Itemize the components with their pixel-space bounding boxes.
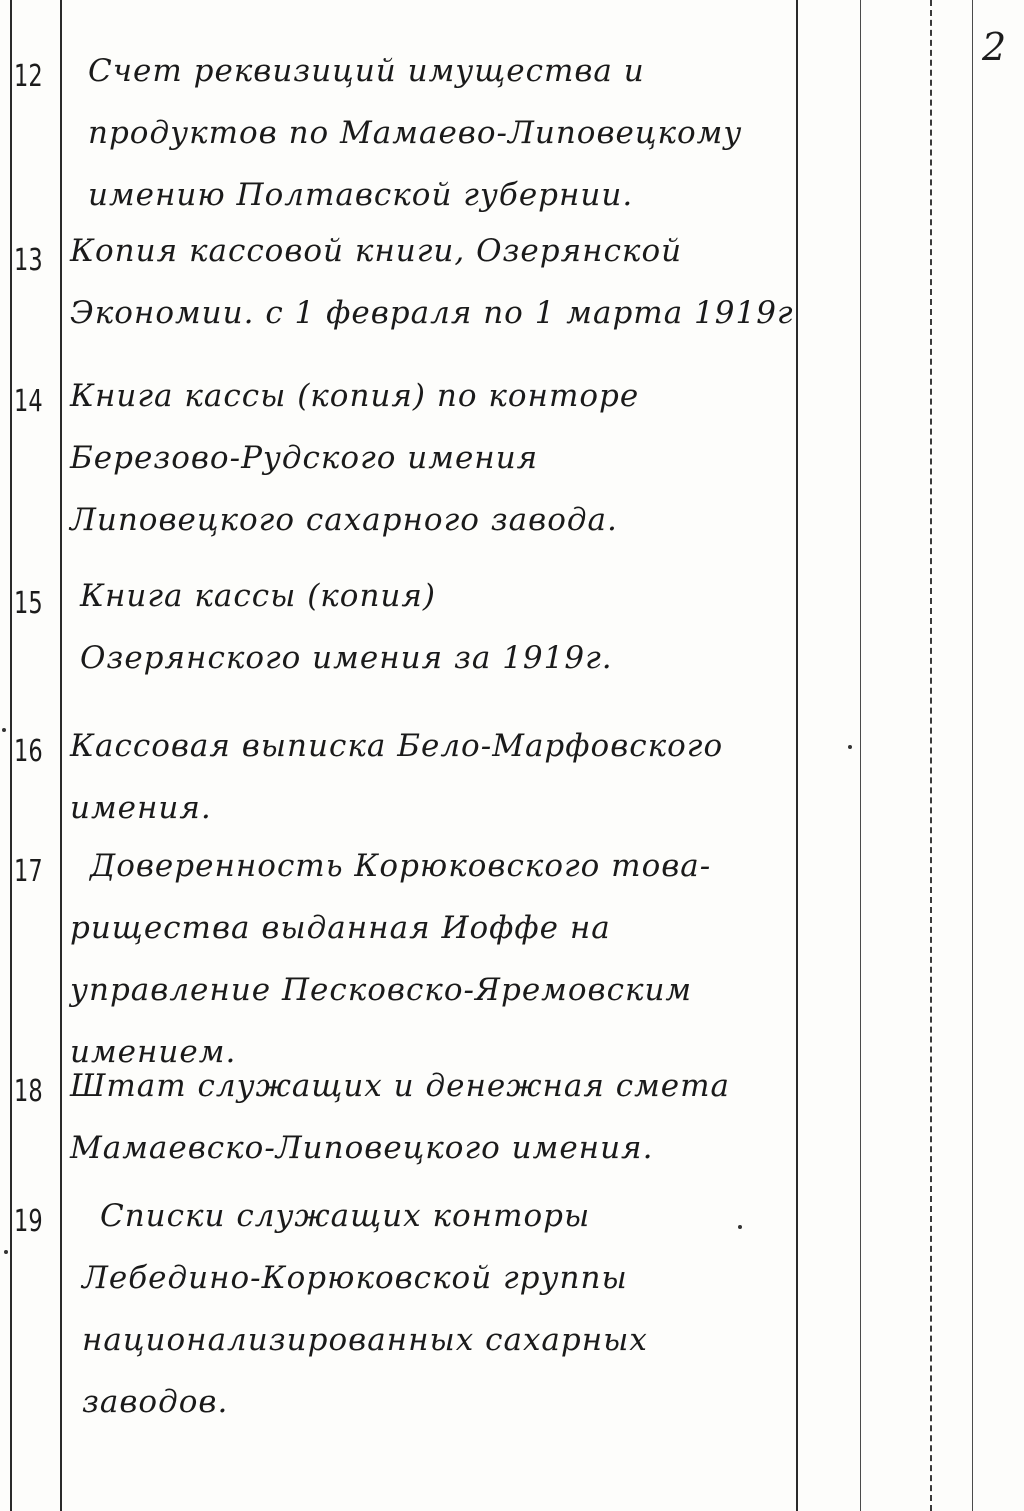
entry-description xyxy=(80,565,805,689)
entry-line: Лебедино-Корюковской группы xyxy=(82,1260,628,1296)
entry-number: 17 xyxy=(14,854,43,889)
entry-description xyxy=(70,220,795,344)
entry-line: Штат служащих и денежная смета xyxy=(70,1068,731,1104)
entry-line: имением. xyxy=(70,1034,237,1070)
entry-number: 18 xyxy=(14,1074,43,1109)
entry-line: рищества выданная Иоффе на xyxy=(70,910,611,946)
entry-line: Экономии. с 1 февраля по 1 марта 1919г xyxy=(70,295,794,331)
entry-number: 16 xyxy=(14,734,43,769)
entry-line: национализированных сахарных xyxy=(82,1322,648,1358)
number-column-rule xyxy=(60,0,62,1511)
entry-line: имения. xyxy=(70,790,212,826)
column-rule-3 xyxy=(972,0,973,1511)
entry-description xyxy=(70,1055,795,1179)
ink-speck xyxy=(2,728,6,732)
entry-description xyxy=(82,1185,807,1433)
entry-line: Счет реквизиций имущества и xyxy=(88,53,645,89)
entry-line: заводов. xyxy=(82,1384,229,1420)
entry-description xyxy=(70,835,795,1083)
column-rule-2 xyxy=(930,0,932,1511)
entry-line: Березово-Рудского имения xyxy=(70,440,539,476)
entry-line: управление Песковско-Яремовским xyxy=(70,972,693,1008)
page-number: 2 xyxy=(982,25,1007,69)
entry-number: 14 xyxy=(14,384,43,419)
entry-line: Списки служащих конторы xyxy=(100,1198,591,1234)
entry-number: 19 xyxy=(14,1204,43,1239)
entry-line: Книга кассы (копия) xyxy=(80,578,437,614)
ink-speck xyxy=(848,745,852,749)
entry-number: 15 xyxy=(14,586,43,621)
entry-line: Мамаевско-Липовецкого имения. xyxy=(70,1130,654,1166)
entry-description xyxy=(70,715,795,839)
entry-line: имению Полтавской губернии. xyxy=(88,177,634,213)
entry-line: Озерянского имения за 1919г. xyxy=(80,640,613,676)
entry-line: Книга кассы (копия) по конторе xyxy=(70,378,640,414)
entry-number: 12 xyxy=(14,59,43,94)
ink-speck xyxy=(4,1250,8,1254)
entry-description xyxy=(70,365,795,551)
left-edge-rule xyxy=(10,0,12,1511)
entry-description xyxy=(88,40,813,226)
entry-line: Доверенность Корюковского това- xyxy=(90,848,712,884)
entry-number: 13 xyxy=(14,243,43,278)
entry-line: Кассовая выписка Бело-Марфовского xyxy=(70,728,724,764)
ink-speck xyxy=(738,1225,742,1229)
entry-line: Липовецкого сахарного завода. xyxy=(70,502,618,538)
entry-line: продуктов по Мамаево-Липовецкому xyxy=(88,115,743,151)
column-rule-1 xyxy=(860,0,861,1511)
entry-line: Копия кассовой книги, Озерянской xyxy=(70,233,683,269)
